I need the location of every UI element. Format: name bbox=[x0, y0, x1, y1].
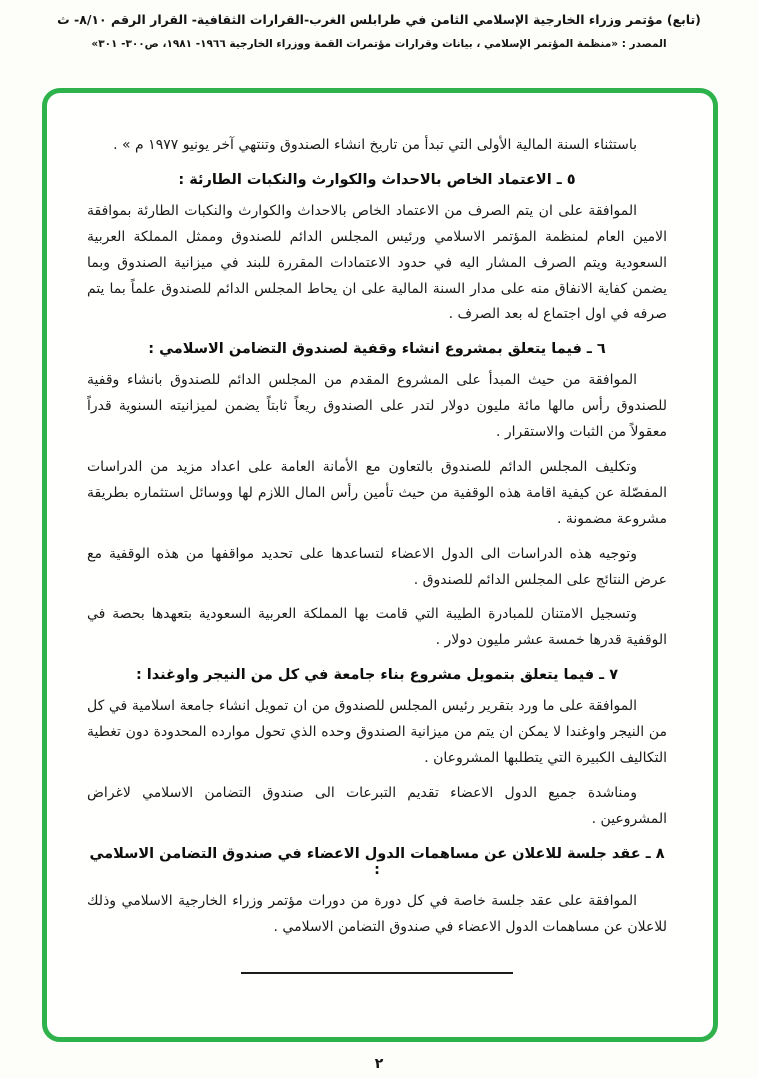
paragraph: الموافقة على ان يتم الصرف من الاعتماد الخاص بالاحداث والكوارث والنكبات الطارئة بموافقة الامين العام لمنظمة المؤتمر الاسلامي ورئيس المجلس الدائم للصندوق وممثل المملكة العربية السعودية ويتم الصرف المشار اليه في حدود الاعتمادات المقررة للبند في ميزانية الصندوق وبما يضمن كفاية الانفاق منه على مدار السنة المالية على ان يحاط المجلس الدائم للصندوق علماً بما يتم صرفه في اول اجتماع له بعد الصرف . bbox=[87, 202, 667, 323]
section-heading: ٥ ـ الاعتماد الخاص بالاحداث والكوارث والنكبات الطارئة : bbox=[178, 171, 576, 188]
header-source-line: المصدر : «منظمة المؤتمر الإسلامي ، بيانات وقرارات مؤتمرات القمة ووزراء الخارجية ١٩٦٦- ١٩٨١، ص٣٠٠- ٣٠١» bbox=[91, 38, 667, 50]
paragraph: باستثناء السنة المالية الأولى التي تبدأ من تاريخ انشاء الصندوق وتنتهي آخر يونيو ١٩٧٧ م » . bbox=[113, 137, 637, 153]
paragraph: وتكليف المجلس الدائم للصندوق بالتعاون مع الأمانة العامة على اعداد مزيد من الدراسات المفصّلة عن كيفية اقامة هذه الوقفية من حيث تأمين رأس المال اللازم لها ووسائل استثماره بطريقة مشروعة مضمونة . bbox=[87, 459, 667, 527]
page-number: ٢ bbox=[374, 1056, 384, 1072]
section-heading: ٧ ـ فيما يتعلق بتمويل مشروع بناء جامعة في كل من النيجر واوغندا : bbox=[135, 667, 619, 684]
paragraph: الموافقة من حيث المبدأ على المشروع المقدم من المجلس الدائم للصندوق بانشاء وقفية للصندوق رأس مالها مائة مليون دولار لتدر على الصندوق ريعاً ثابتاً يضمن لميزانيته السنوية قدراً معقولاً من الثبات والاستقرار . bbox=[87, 372, 667, 441]
paragraph: الموافقة على عقد جلسة خاصة في كل دورة من دورات مؤتمر وزراء الخارجية الاسلامي وذلك للاعلان عن مساهمات الدول الاعضاء في صندوق التضامن الاسلامي . bbox=[87, 892, 667, 935]
paragraph: وتوجيه هذه الدراسات الى الدول الاعضاء لتساعدها على تحديد مواقفها من هذه الوقفية مع عرض النتائج على المجلس الدائم للصندوق . bbox=[87, 545, 667, 588]
paragraph: الموافقة على ما ورد بتقرير رئيس المجلس للصندوق من ان تمويل انشاء جامعة اسلامية في كل من النيجر واوغندا لا يمكن ان يتم من ميزانية الصندوق وحده الذي تحول موارده المحدودة دون تغطية التكاليف الكبيرة التي يتطلبها المشروعان . bbox=[87, 698, 667, 767]
section-heading: ٨ ـ عقد جلسة للاعلان عن مساهمات الدول الاعضاء في صندوق التضامن الاسلامي : bbox=[89, 845, 665, 878]
document-body bbox=[87, 133, 667, 940]
paragraph: وتسجيل الامتنان للمبادرة الطيبة التي قامت بها المملكة العربية السعودية بتعهدها بحصة في الوقفية قدرها خمسة عشر مليون دولار . bbox=[87, 606, 667, 649]
section-heading: ٦ ـ فيما يتعلق بمشروع انشاء وقفية لصندوق التضامن الاسلامي : bbox=[148, 341, 606, 358]
footnote-divider bbox=[241, 972, 513, 974]
header-title-line: (تابع) مؤتمر وزراء الخارجية الإسلامي الثامن في طرابلس الغرب-القرارات الثقافية- القرار الرقم ٨/١٠- ث bbox=[57, 12, 701, 27]
document-border-frame bbox=[42, 88, 718, 1042]
document-header bbox=[20, 10, 738, 53]
paragraph: ومناشدة جميع الدول الاعضاء تقديم التبرعات الى صندوق التضامن الاسلامي لاغراض المشروعين . bbox=[87, 784, 667, 827]
